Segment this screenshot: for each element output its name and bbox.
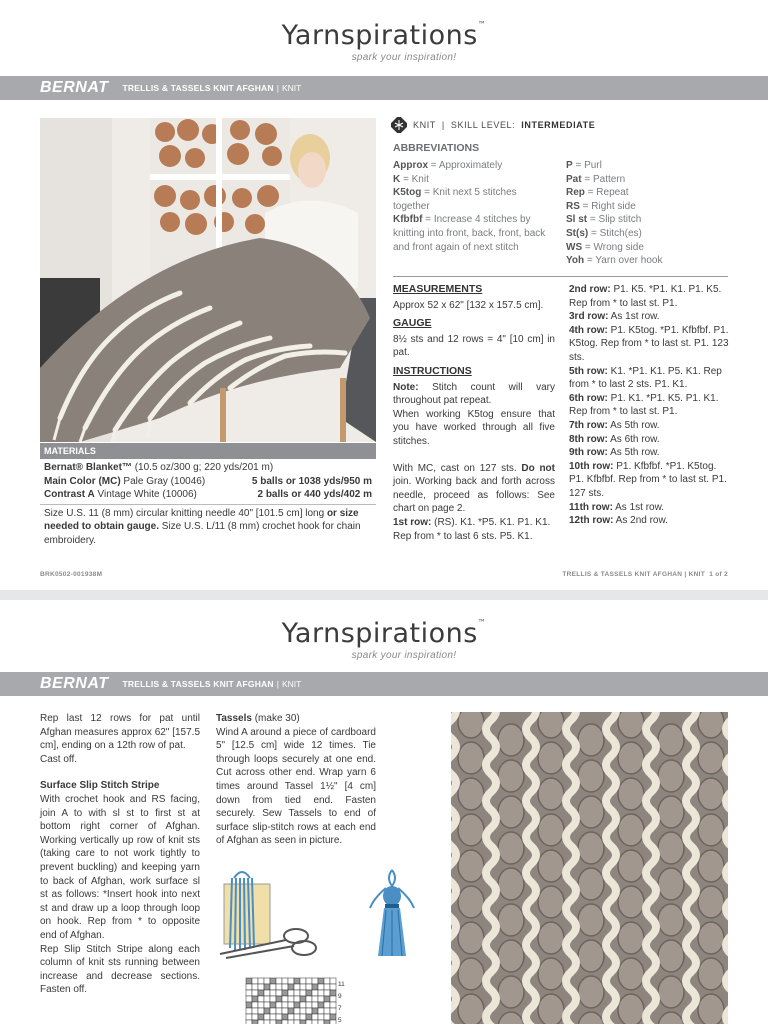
logo-tagline: spark your inspiration! (351, 650, 457, 661)
chart-cell (294, 996, 300, 1002)
swatch-bobble (618, 922, 644, 954)
contrast-color-row: Contrast A Vintage White (10006) 2 balls or 440 yds/402 m (44, 489, 372, 500)
swatch-bobble (538, 712, 564, 738)
needle-info: Size U.S. 11 (8 mm) circular knitting needle 40" [101.5 cm] long or size needed to obtain gauge. Size U.S. L/11 (8 mm) crochet hook for chain embroidery. (44, 507, 361, 546)
chart-cell (264, 990, 270, 996)
chart-cell (300, 1008, 306, 1014)
chart-cell (258, 996, 264, 1002)
swatch-bobble (658, 868, 684, 900)
swatch-bobble (698, 712, 724, 738)
row-8: 8th row: As 6th row. (569, 433, 660, 445)
swatch-bobble (658, 976, 684, 1008)
chart-cell (270, 996, 276, 1002)
measurements-text: Approx 52 x 62" [132 x 157.5 cm]. (393, 299, 544, 311)
tassel-cardboard-illustration (216, 866, 318, 966)
cast-on: With MC, cast on 127 sts. Do not join. Working back and forth across needle, proceed as follows: See chart on page 2. (393, 462, 555, 515)
swatch-bobble (458, 958, 484, 990)
chart-cell (252, 1002, 258, 1008)
chart-cell (318, 990, 324, 996)
chart-cell (324, 978, 330, 984)
chart-cell (246, 984, 252, 990)
swatch-bobble (538, 922, 564, 954)
swatch-bobble (538, 958, 564, 990)
chart-cell (324, 1014, 330, 1020)
chart-cell (288, 984, 294, 990)
chart-cell (252, 984, 258, 990)
chart-cell (330, 990, 336, 996)
swatch-bobble (578, 904, 604, 936)
materials-heading: MATERIALS (40, 443, 376, 459)
footer-code: BRK0502-001938M (40, 571, 103, 578)
chart-cell (318, 1002, 324, 1008)
chart-cell (264, 978, 270, 984)
stitch-chart (244, 976, 346, 1024)
rows-column (569, 283, 731, 528)
chart-cell (330, 1014, 336, 1020)
chart-cell (252, 1008, 258, 1014)
tassels-column: Tassels (make 30) Wind A around a piece of cardboard 5" [12.5 cm] wide 12 times. Tie through loops securely at one end. Cut across other end. Wrap yarn 6 times around Tassel 1½" [4 cm] down from tied end. Fasten securely. Sew Tassels to end of surface slip-stitch rows at each end of Afghan as seen in picture. (216, 713, 376, 847)
divider (40, 504, 376, 505)
chart-cell (306, 1008, 312, 1014)
abbreviations-right: P = Purl Pat = Pattern Rep = Repeat RS = Right side Sl st = Slip stitch St(s) = Stitch(es) WS = Wrong side Yoh = Yarn over hook (566, 160, 663, 267)
chart-cell (306, 978, 312, 984)
chart-cell (264, 1020, 270, 1024)
chart-cell (306, 984, 312, 990)
swatch-bobble (698, 814, 724, 846)
swatch-bobble (538, 778, 564, 810)
swatch-bobble (498, 724, 524, 756)
chart-cell (318, 996, 324, 1002)
chart-cell (270, 1020, 276, 1024)
chart-cell (300, 996, 306, 1002)
chart-cell (324, 1002, 330, 1008)
swatch-bobble (698, 742, 724, 774)
swatch-bobble (658, 796, 684, 828)
logo-word: Yarnspirations (281, 618, 478, 649)
swatch-bobble (658, 832, 684, 864)
gauge-heading: GAUGE (393, 317, 432, 330)
pattern-type: KNIT (281, 679, 302, 689)
skill-level: KNIT | SKILL LEVEL: INTERMEDIATE (391, 117, 595, 133)
chart-cell (246, 1008, 252, 1014)
pattern-title: TRELLIS & TASSELS KNIT AFGHAN (122, 679, 274, 689)
chart-cell (264, 1008, 270, 1014)
abbreviations-left: Approx = Approximately K = Knit K5tog = Knit next 5 stitches together Kfbfbf = Increase 4 stitches by knitting into front, back, front, back and front again of next stitch (393, 160, 546, 253)
swatch-bobble (578, 976, 604, 1008)
chart-cell (258, 990, 264, 996)
chart-cell (282, 1008, 288, 1014)
swatch-bobble (578, 724, 604, 756)
swatch-bobble (578, 868, 604, 900)
title-band: BERNAT TRELLIS & TASSELS KNIT AFGHAN | KNIT (0, 76, 768, 100)
chart-cell (258, 984, 264, 990)
chart-cell (306, 1002, 312, 1008)
chart-cell (276, 978, 282, 984)
chart-cell (300, 1020, 306, 1024)
chart-cell (312, 1020, 318, 1024)
chart-cell (294, 1008, 300, 1014)
chart-cell (300, 1014, 306, 1020)
swatch-bobble (698, 958, 724, 990)
swatch-bobble (498, 904, 524, 936)
instructions-heading: INSTRUCTIONS (393, 364, 472, 377)
chart-cell (288, 978, 294, 984)
chart-cell (258, 1014, 264, 1020)
chart-cell (294, 984, 300, 990)
row-12: 12th row: As 2nd row. (569, 515, 668, 527)
chart-row-label: 9 (338, 993, 342, 1000)
swatch-bobble (658, 904, 684, 936)
chart-cell (282, 1002, 288, 1008)
chart-cell (324, 996, 330, 1002)
chart-cell (282, 984, 288, 990)
gauge-text: 8½ sts and 12 rows = 4" [10 cm] in pat. (393, 333, 555, 359)
afghan-photo (40, 118, 376, 442)
chart-cell (276, 1014, 282, 1020)
swatch-slip-stripe (726, 712, 728, 1024)
chart-cell (270, 1008, 276, 1014)
chart-cell (288, 1008, 294, 1014)
page-gap (0, 590, 768, 600)
swatch-bobble (658, 940, 684, 972)
stitch-swatch-photo (451, 712, 728, 1024)
chart-cell (330, 1002, 336, 1008)
swatch-bobble (498, 868, 524, 900)
chart-cell (312, 1014, 318, 1020)
footer-title: TRELLIS & TASSELS KNIT AFGHAN | KNIT 1 of 2 (562, 571, 728, 578)
chart-cell (288, 990, 294, 996)
chart-cell (246, 990, 252, 996)
logo-word: Yarnspirations (281, 20, 478, 51)
chart-cell (312, 990, 318, 996)
chart-cell (264, 1014, 270, 1020)
swatch-bobble (458, 994, 484, 1024)
row-10: 10th row: P1. Kfbfbf. *P1. K5tog. P1. Kfbfbf. Rep from * to last st. P1. 127 sts. (569, 460, 727, 499)
chart-cell (288, 996, 294, 1002)
chart-cell (324, 1008, 330, 1014)
row-11: 11th row: As 1st row. (569, 501, 665, 513)
chart-cell (246, 1002, 252, 1008)
chart-row-label: 7 (338, 1005, 342, 1012)
chart-cell (306, 1020, 312, 1024)
bernat-logo: BERNAT (40, 675, 109, 692)
swatch-bobble (618, 958, 644, 990)
row-2: 2nd row: P1. K5. *P1. K1. P1. K5. Rep from * to last st. P1. (569, 284, 722, 309)
chart-cell (270, 990, 276, 996)
chart-cell (288, 1002, 294, 1008)
chart-cell (312, 1002, 318, 1008)
chart-cell (276, 1008, 282, 1014)
row-1: 1st row: (RS). K1. *P5. K1. P1. K1. Rep from * to last 6 sts. P5. K1. (393, 516, 551, 542)
chart-cell (294, 1020, 300, 1024)
swatch-bobble (618, 886, 644, 918)
chart-cell (294, 978, 300, 984)
swatch-bobble (498, 976, 524, 1008)
pattern-type: KNIT (281, 83, 302, 93)
chart-cell (246, 1014, 252, 1020)
chart-cell (312, 1008, 318, 1014)
swatch-bobble (618, 778, 644, 810)
swatch-bobble (458, 814, 484, 846)
swatch-bobble (458, 886, 484, 918)
chart-cell (300, 984, 306, 990)
chart-cell (282, 1014, 288, 1020)
row-3: 3rd row: As 1st row. (569, 311, 660, 323)
chart-cell (294, 990, 300, 996)
chart-cell (282, 996, 288, 1002)
chart-cell (270, 978, 276, 984)
chart-cell (246, 1020, 252, 1024)
swatch-bobble (578, 832, 604, 864)
chart-cell (264, 984, 270, 990)
swatch-bobble (698, 778, 724, 810)
finished-tassel-illustration (364, 868, 420, 960)
tassels-heading: Tassels (216, 713, 252, 724)
yarnspirations-logo[interactable]: Yarnspirations™ spark your inspiration! (0, 20, 768, 63)
bernat-logo: BERNAT (40, 79, 109, 96)
row-4: 4th row: P1. K5tog. *P1. Kfbfbf. P1. K5tog. Rep from * to last st. P1. 123 sts. (569, 324, 729, 363)
note: Note: Stitch count will vary throughout pat repeat. (393, 381, 555, 407)
chart-cell (312, 984, 318, 990)
swatch-bobble (538, 850, 564, 882)
pattern-title: TRELLIS & TASSELS KNIT AFGHAN (122, 83, 274, 93)
chart-cell (252, 1014, 258, 1020)
chart-cell (270, 1014, 276, 1020)
main-color-row: Main Color (MC) Pale Gray (10046) 5 balls or 1038 yds/950 m (44, 475, 372, 487)
surface-stripe-heading: Surface Slip Stitch Stripe (40, 780, 160, 792)
chart-cell (324, 984, 330, 990)
swatch-bobble (618, 850, 644, 882)
swatch-bobble (698, 922, 724, 954)
chart-cell (330, 984, 336, 990)
chart-cell (270, 1002, 276, 1008)
yarnspirations-logo[interactable]: Yarnspirations™ spark your inspiration! (0, 618, 768, 661)
swatch-bobble (498, 940, 524, 972)
chart-cell (276, 996, 282, 1002)
swatch-bobble (538, 886, 564, 918)
chart-cell (318, 984, 324, 990)
chart-cell (276, 990, 282, 996)
chart-cell (324, 1020, 330, 1024)
chart-cell (324, 990, 330, 996)
chart-cell (258, 978, 264, 984)
chart-cell (246, 978, 252, 984)
row-6: 6th row: P1. K1. *P1. K5. P1. K1. Rep from * to last st. P1. (569, 392, 719, 418)
swatch-bobble (578, 940, 604, 972)
chart-cell (252, 990, 258, 996)
chart-cell (264, 996, 270, 1002)
swatch-bobble (498, 832, 524, 864)
chart-cell (270, 984, 276, 990)
finishing-column: Rep last 12 rows for pat until Afghan measures approx 62" [157.5 cm], ending on a 12th row of pat. Cast off. Surface Slip Stitch Stripe With crochet hook and RS facing, join A to with sl st to first st at bottom right corner of Afghan. Working vertically up row of knit sts (taking care to not work tightly to prevent buckling) and keeping yarn to back of Afghan, work surface sl st as follows: *Insert hook into next st and draw up a loop through loop on hook. Rep from * to opposite end of Afghan. Rep Slip Stitch Stripe along each column of knit sts running between increase and decrease sections. Fasten off. (40, 713, 200, 996)
swatch-bobble (538, 994, 564, 1024)
chart-cell (276, 984, 282, 990)
chart-cell (288, 1014, 294, 1020)
swatch-bobble (578, 796, 604, 828)
swatch-bobble (538, 742, 564, 774)
chart-cell (312, 996, 318, 1002)
swatch-bobble (498, 796, 524, 828)
title-band: BERNAT TRELLIS & TASSELS KNIT AFGHAN | KNIT (0, 672, 768, 696)
logo-tagline: spark your inspiration! (351, 52, 457, 63)
swatch-bobble (498, 760, 524, 792)
chart-cell (282, 990, 288, 996)
chart-cell (300, 978, 306, 984)
swatch-bobble (618, 814, 644, 846)
row-9: 9th row: As 5th row. (569, 447, 660, 459)
materials-list: Bernat® Blanket™ (10.5 oz/300 g; 220 yds/201 m) Main Color (MC) Pale Gray (10046) 5 balls or 1038 yds/950 m Contrast A Vintage White (10006) 2 balls or 440 yds/402 m Size U.S. 11 (8 mm) circular knitting needle 40" [101.5 cm] long or size needed to obtain gauge. Size U.S. L/11 (8 mm) crochet hook for chain embroidery. (40, 461, 376, 547)
chart-cell (252, 978, 258, 984)
chart-cell (318, 978, 324, 984)
page-number: 1 of 2 (709, 571, 728, 578)
chart-cell (258, 1008, 264, 1014)
chart-cell (330, 1008, 336, 1014)
swatch-bobble (618, 742, 644, 774)
chart-cell (306, 996, 312, 1002)
chart-row-label: 11 (338, 981, 345, 988)
chart-cell (288, 1020, 294, 1024)
instructions-column: MEASUREMENTS Approx 52 x 62" [132 x 157.5 cm]. GAUGE 8½ sts and 12 rows = 4" [10 cm] in pat. INSTRUCTIONS Note: Stitch count will vary throughout pat repeat. When working K5tog ensure that you have worked through all five stitches. With MC, cast on 127 sts. Do not join. Working back and forth across needle, proceed as follows: See chart on page 2. 1st row: (RS). K1. *P5. K1. P1. K1. Rep from * to last 6 sts. P5. K1. (393, 283, 555, 542)
chart-cell (306, 990, 312, 996)
chart-cell (282, 978, 288, 984)
swatch-bobble (538, 814, 564, 846)
abbreviations-heading: ABBREVIATIONS (393, 142, 480, 154)
chart-cell (258, 1020, 264, 1024)
swatch-bobble (458, 778, 484, 810)
chart-cell (264, 1002, 270, 1008)
swatch-bobble (578, 760, 604, 792)
chart-row-label: 5 (338, 1017, 342, 1024)
row-5: 5th row: K1. *P1. K1. P5. K1. Rep from * to last 2 sts. P1. K1. (569, 365, 722, 391)
swatch-bobble (618, 712, 644, 738)
chart-cell (246, 996, 252, 1002)
measurements-heading: MEASUREMENTS (393, 283, 483, 295)
chart-cell (294, 1002, 300, 1008)
swatch-bobble (618, 994, 644, 1024)
swatch-bobble (658, 760, 684, 792)
chart-cell (294, 1014, 300, 1020)
chart-cell (318, 1008, 324, 1014)
chart-cell (282, 1020, 288, 1024)
row-7: 7th row: As 5th row. (569, 419, 660, 431)
chart-cell (258, 1002, 264, 1008)
swatch-bobble (458, 922, 484, 954)
chart-cell (252, 996, 258, 1002)
chart-cell (330, 996, 336, 1002)
chart-cell (300, 1002, 306, 1008)
chart-cell (252, 1020, 258, 1024)
chart-cell (330, 1020, 336, 1024)
chart-cell (300, 990, 306, 996)
chart-cell (306, 1014, 312, 1020)
chart-cell (276, 1002, 282, 1008)
swatch-bobble (458, 712, 484, 738)
swatch-bobble (658, 724, 684, 756)
divider (393, 276, 728, 277)
chart-cell (318, 1020, 324, 1024)
swatch-bobble (698, 850, 724, 882)
swatch-bobble (458, 850, 484, 882)
skill-level-value: INTERMEDIATE (521, 120, 596, 130)
chart-cell (312, 978, 318, 984)
chart-cell (330, 978, 336, 984)
yarn-ball-icon (391, 117, 407, 133)
chart-cell (318, 1014, 324, 1020)
swatch-bobble (698, 886, 724, 918)
swatch-bobble (458, 742, 484, 774)
swatch-bobble (698, 994, 724, 1024)
chart-cell (276, 1020, 282, 1024)
